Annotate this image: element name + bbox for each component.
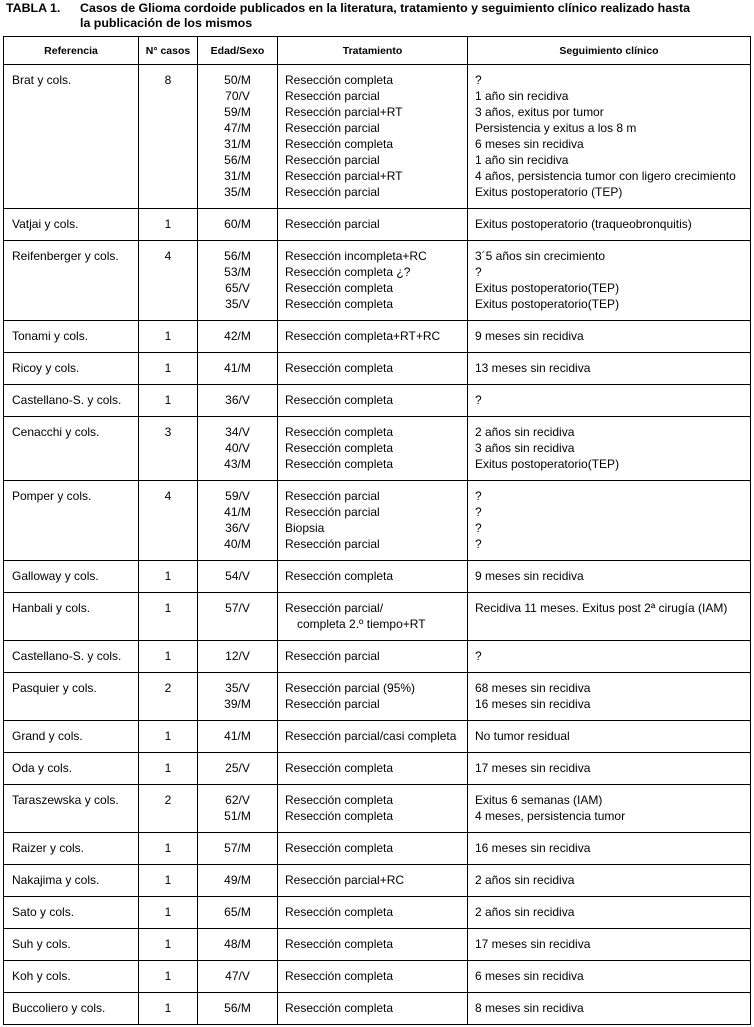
treatment-value: Resección parcial (95%) [285,681,416,695]
age-sex-value: 35/V [225,297,250,311]
table-row [4,481,751,561]
cell-edad-sexo [198,241,278,321]
age-sex-value: 35/V [225,681,250,695]
age-sex-value: 12/V [225,649,250,663]
table-row [4,65,751,209]
treatment-value: Resección completa [285,905,394,919]
cell-edad-sexo [198,961,278,993]
cell-n-casos: 1 [139,897,198,929]
cell-referencia: Cenacchi y cols. [4,417,139,481]
followup-value: 17 meses sin recidiva [475,937,591,951]
followup-value: 4 meses, persistencia tumor [475,809,626,823]
table-row [4,897,751,929]
followup-value: Recidiva 11 meses. Exitus post 2ª cirugía (IAM) [475,601,728,615]
cell-referencia: Sato y cols. [4,897,139,929]
table-row [4,417,751,481]
cell-edad-sexo [198,641,278,673]
header-tratamiento: Tratamiento [278,37,468,65]
cell-tratamiento [278,865,468,897]
table-row [4,241,751,321]
age-sex-value: 47/V [225,969,250,983]
cell-tratamiento [278,385,468,417]
age-sex-value: 40/M [224,537,251,551]
age-sex-value: 40/V [225,441,250,455]
followup-value: Exitus postoperatorio(TEP) [475,297,620,311]
cell-tratamiento [278,481,468,561]
age-sex-value: 51/M [224,809,251,823]
caption-line-2: la publicación de los mismos [80,16,253,30]
treatment-value: Biopsia [285,521,325,535]
cell-edad-sexo [198,929,278,961]
followup-value: 2 años sin recidiva [475,905,575,919]
age-sex-value: 56/M [224,1001,251,1015]
followup-value: 16 meses sin recidiva [475,841,591,855]
cell-tratamiento [278,833,468,865]
header-n-casos: N° casos [139,37,198,65]
treatment-value: Resección completa [285,393,394,407]
header-seguimiento: Seguimiento clínico [468,37,751,65]
age-sex-value: 70/V [225,89,250,103]
age-sex-value: 39/M [224,697,251,711]
treatment-value: Resección completa+RT+RC [285,329,441,343]
table-row [4,321,751,353]
treatment-value: Resección completa [285,137,394,151]
cell-referencia: Koh y cols. [4,961,139,993]
cell-tratamiento [278,65,468,209]
treatment-value: Resección parcial [285,537,380,551]
followup-value: Exitus 6 semanas (IAM) [475,793,603,807]
table-row [4,993,751,1025]
cell-seguimiento [468,993,751,1025]
followup-value: 2 años sin recidiva [475,425,575,439]
cell-referencia: Galloway y cols. [4,561,139,593]
cell-seguimiento [468,961,751,993]
cell-referencia: Buccoliero y cols. [4,993,139,1025]
treatment-value: Resección parcial [285,217,380,231]
cell-edad-sexo [198,865,278,897]
cell-edad-sexo [198,673,278,721]
cell-n-casos: 1 [139,385,198,417]
table-row [4,721,751,753]
cell-seguimiento [468,385,751,417]
cell-referencia: Tonami y cols. [4,321,139,353]
treatment-value: Resección parcial [285,505,380,519]
treatment-value: Resección parcial [285,649,380,663]
treatment-value: Resección parcial [285,185,380,199]
cell-seguimiento [468,897,751,929]
followup-value: 6 meses sin recidiva [475,969,584,983]
cell-referencia: Hanbali y cols. [4,593,139,641]
table-row [4,753,751,785]
cell-edad-sexo [198,593,278,641]
followup-value: ? [475,489,482,503]
cell-seguimiento [468,417,751,481]
age-sex-value: 43/M [224,457,251,471]
followup-value: ? [475,73,482,87]
followup-value: 17 meses sin recidiva [475,761,591,775]
age-sex-value: 65/M [224,905,251,919]
age-sex-value: 36/V [225,521,250,535]
glioma-cases-table [3,36,751,1025]
table-row [4,929,751,961]
cell-edad-sexo [198,353,278,385]
cell-tratamiento [278,417,468,481]
age-sex-value: 53/M [224,265,251,279]
cell-seguimiento [468,753,751,785]
treatment-value: Resección completa [285,457,394,471]
followup-value: 68 meses sin recidiva [475,681,591,695]
cell-referencia: Pasquier y cols. [4,673,139,721]
cell-n-casos: 2 [139,785,198,833]
cell-edad-sexo [198,385,278,417]
treatment-value: Resección completa [285,281,394,295]
table-row [4,641,751,673]
cell-tratamiento [278,561,468,593]
age-sex-value: 57/M [224,841,251,855]
cell-n-casos: 3 [139,417,198,481]
cell-seguimiento [468,721,751,753]
cell-n-casos: 1 [139,833,198,865]
followup-value: 9 meses sin recidiva [475,329,584,343]
table-row [4,593,751,641]
cell-referencia: Nakajima y cols. [4,865,139,897]
age-sex-value: 60/M [224,217,251,231]
treatment-value: Resección parcial [285,697,380,711]
cell-tratamiento [278,209,468,241]
age-sex-value: 49/M [224,873,251,887]
cell-seguimiento [468,353,751,385]
followup-value: 13 meses sin recidiva [475,361,591,375]
cell-n-casos: 1 [139,641,198,673]
treatment-value: Resección parcial [285,89,380,103]
header-edad-sexo: Edad/Sexo [198,37,278,65]
cell-tratamiento [278,897,468,929]
table-header-row [4,37,751,65]
followup-value: ? [475,537,482,551]
age-sex-value: 48/M [224,937,251,951]
treatment-value: Resección parcial+RC [285,873,405,887]
cell-seguimiento [468,865,751,897]
treatment-value: Resección completa [285,793,394,807]
cell-n-casos: 1 [139,561,198,593]
table-row [4,673,751,721]
cell-seguimiento [468,241,751,321]
treatment-value: Resección completa [285,425,394,439]
followup-value: ? [475,649,482,663]
followup-value: Exitus postoperatorio (TEP) [475,185,623,199]
cell-seguimiento [468,785,751,833]
followup-value: Exitus postoperatorio(TEP) [475,281,620,295]
cell-edad-sexo [198,833,278,865]
followup-value: ? [475,521,482,535]
age-sex-value: 31/M [224,137,251,151]
cell-tratamiento [278,993,468,1025]
treatment-value: Resección completa [285,809,394,823]
cell-referencia: Castellano-S. y cols. [4,641,139,673]
cell-seguimiento [468,929,751,961]
age-sex-value: 62/V [225,793,250,807]
cell-referencia: Vatjai y cols. [4,209,139,241]
cell-seguimiento [468,561,751,593]
followup-value: 3´5 años sin crecimiento [475,249,606,263]
treatment-value: Resección completa [285,297,394,311]
age-sex-value: 41/M [224,729,251,743]
cell-edad-sexo [198,417,278,481]
treatment-value: Resección completa [285,841,394,855]
table-row [4,833,751,865]
treatment-value: Resección parcial [285,153,380,167]
cell-edad-sexo [198,321,278,353]
followup-value: Persistencia y exitus a los 8 m [475,121,637,135]
cell-referencia: Raizer y cols. [4,833,139,865]
followup-value: 6 meses sin recidiva [475,137,584,151]
cell-edad-sexo [198,481,278,561]
table-row [4,209,751,241]
caption-label: TABLA 1. [6,1,61,15]
cell-n-casos: 1 [139,209,198,241]
cell-referencia: Oda y cols. [4,753,139,785]
cell-tratamiento [278,673,468,721]
cell-edad-sexo [198,209,278,241]
cell-tratamiento [278,929,468,961]
age-sex-value: 56/M [224,249,251,263]
age-sex-value: 54/V [225,569,250,583]
cell-n-casos: 1 [139,721,198,753]
followup-value: 1 año sin recidiva [475,153,569,167]
treatment-value: Resección completa ¿? [285,265,411,279]
followup-value: 16 meses sin recidiva [475,697,591,711]
followup-value: 3 años sin recidiva [475,441,575,455]
cell-n-casos: 1 [139,321,198,353]
header-referencia: Referencia [4,37,139,65]
cell-n-casos: 8 [139,65,198,209]
treatment-value: Resección completa [285,73,394,87]
treatment-value: Resección completa [285,441,394,455]
treatment-value: Resección completa [285,969,394,983]
age-sex-value: 56/M [224,153,251,167]
table-row [4,385,751,417]
cell-n-casos: 1 [139,865,198,897]
cell-n-casos: 1 [139,593,198,641]
followup-value: ? [475,265,482,279]
cell-n-casos: 1 [139,353,198,385]
table-row [4,353,751,385]
treatment-value: Resección parcial [285,489,380,503]
cell-n-casos: 1 [139,929,198,961]
cell-referencia: Suh y cols. [4,929,139,961]
cell-seguimiento [468,321,751,353]
table-row [4,785,751,833]
age-sex-value: 42/M [224,329,251,343]
cell-n-casos: 1 [139,993,198,1025]
followup-value: 8 meses sin recidiva [475,1001,584,1015]
cell-tratamiento [278,785,468,833]
cell-referencia: Pomper y cols. [4,481,139,561]
followup-value: 9 meses sin recidiva [475,569,584,583]
followup-value: 3 años, exitus por tumor [475,105,604,119]
treatment-value: Resección incompleta+RC [285,249,427,263]
followup-value: 2 años sin recidiva [475,873,575,887]
followup-value: ? [475,505,482,519]
followup-value: No tumor residual [475,729,570,743]
cell-n-casos: 1 [139,753,198,785]
cell-edad-sexo [198,721,278,753]
followup-value: Exitus postoperatorio (traqueobronquitis) [475,217,692,231]
age-sex-value: 57/V [225,601,250,615]
cell-edad-sexo [198,993,278,1025]
age-sex-value: 41/M [224,505,251,519]
cell-tratamiento [278,641,468,673]
cell-tratamiento [278,753,468,785]
table-row [4,865,751,897]
cell-referencia: Reifenberger y cols. [4,241,139,321]
cell-n-casos: 1 [139,961,198,993]
cell-seguimiento [468,481,751,561]
cell-tratamiento [278,721,468,753]
treatment-value: Resección completa [285,761,394,775]
treatment-value: Resección parcial+RT [285,105,403,119]
cell-tratamiento [278,241,468,321]
age-sex-value: 59/M [224,105,251,119]
cell-referencia: Castellano-S. y cols. [4,385,139,417]
age-sex-value: 34/V [225,425,250,439]
age-sex-value: 25/V [225,761,250,775]
cell-edad-sexo [198,65,278,209]
cell-tratamiento [278,593,468,641]
table-row [4,961,751,993]
cell-edad-sexo [198,897,278,929]
cell-seguimiento [468,209,751,241]
treatment-value: Resección parcial/ [285,601,384,615]
age-sex-value: 35/M [224,185,251,199]
age-sex-value: 65/V [225,281,250,295]
cell-seguimiento [468,833,751,865]
followup-value: ? [475,393,482,407]
age-sex-value: 41/M [224,361,251,375]
treatment-value: completa 2.º tiempo+RT [297,617,426,631]
age-sex-value: 47/M [224,121,251,135]
followup-value: 4 años, persistencia tumor con ligero crecimiento [475,169,736,183]
table-body [4,65,751,1025]
treatment-value: Resección completa [285,361,394,375]
cell-referencia: Ricoy y cols. [4,353,139,385]
cell-edad-sexo [198,785,278,833]
cell-seguimiento [468,673,751,721]
cell-n-casos: 2 [139,673,198,721]
treatment-value: Resección completa [285,937,394,951]
cell-edad-sexo [198,753,278,785]
followup-value: 1 año sin recidiva [475,89,569,103]
cell-referencia: Grand y cols. [4,721,139,753]
cell-referencia: Brat y cols. [4,65,139,209]
cell-n-casos: 4 [139,241,198,321]
caption-line-1: Casos de Glioma cordoide publicados en la literatura, tratamiento y seguimiento clínico realizado hasta [80,1,691,15]
cell-edad-sexo [198,561,278,593]
treatment-value: Resección completa [285,1001,394,1015]
age-sex-value: 59/V [225,489,250,503]
cell-tratamiento [278,353,468,385]
cell-tratamiento [278,321,468,353]
age-sex-value: 31/M [224,169,251,183]
treatment-value: Resección completa [285,569,394,583]
cell-seguimiento [468,65,751,209]
table-row [4,561,751,593]
cell-seguimiento [468,593,751,641]
table-caption [6,1,746,31]
followup-value: Exitus postoperatorio(TEP) [475,457,620,471]
age-sex-value: 50/M [224,73,251,87]
treatment-value: Resección parcial [285,121,380,135]
cell-seguimiento [468,641,751,673]
treatment-value: Resección parcial+RT [285,169,403,183]
treatment-value: Resección parcial/casi completa [285,729,457,743]
cell-n-casos: 4 [139,481,198,561]
age-sex-value: 36/V [225,393,250,407]
cell-referencia: Taraszewska y cols. [4,785,139,833]
cell-tratamiento [278,961,468,993]
